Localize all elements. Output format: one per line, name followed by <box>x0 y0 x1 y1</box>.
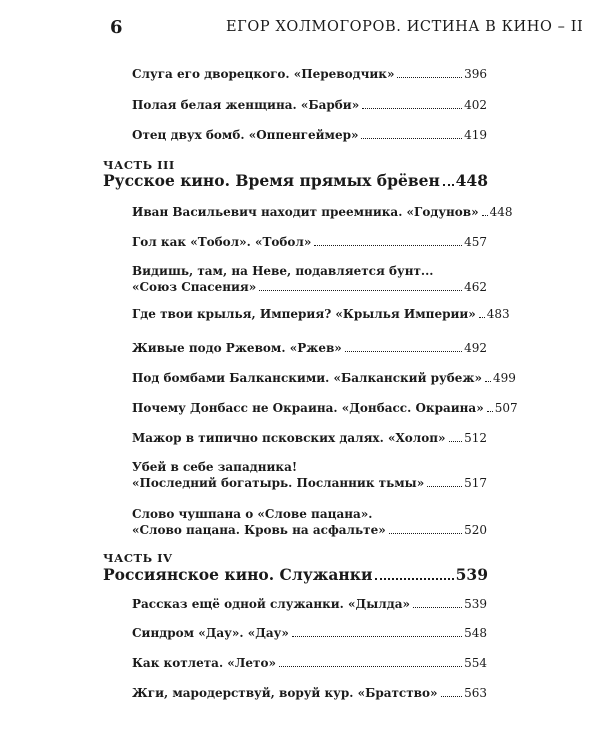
page-header <box>0 17 600 41</box>
part-label: ЧАСТЬ III <box>103 158 175 172</box>
entry-title: Где твои крылья, Империя? «Крылья Империи» <box>132 307 476 321</box>
part-page: 539 <box>455 565 488 584</box>
toc-entry <box>132 205 513 219</box>
toc-entry <box>132 98 487 112</box>
entry-page: 512 <box>464 431 487 445</box>
entry-page: 448 <box>489 205 513 219</box>
entry-title: Живые подо Ржевом. «Ржев» <box>132 341 342 355</box>
entry-title: Полая белая женщина. «Барби» <box>132 98 360 112</box>
dot-leader <box>482 215 488 216</box>
toc-entry <box>132 401 518 415</box>
dot-leader <box>361 138 462 139</box>
entry-page: 462 <box>464 280 487 294</box>
toc-entry <box>132 656 487 670</box>
entry-title: «Слово пацана. Кровь на асфальте» <box>132 523 386 537</box>
entry-title: Под бомбами Балканскими. «Балканский рубеж» <box>132 371 482 385</box>
part-page: 448 <box>455 171 488 190</box>
entry-title: Отец двух бомб. «Оппенгеймер» <box>132 128 359 142</box>
dot-leader <box>487 411 493 412</box>
entry-title-line1: Убей в себе западника! <box>132 460 298 474</box>
part-label: ЧАСТЬ IV <box>103 551 173 565</box>
toc-entry <box>132 235 487 249</box>
entry-page: 507 <box>494 401 518 415</box>
entry-title: Иван Васильевич находит преемника. «Годунов» <box>132 205 479 219</box>
entry-title: Гол как «Тобол». «Тобол» <box>132 235 312 249</box>
toc-entry <box>132 67 487 81</box>
toc-entry <box>132 626 487 640</box>
entry-page: 396 <box>464 67 487 81</box>
dot-leader <box>443 184 454 186</box>
entry-title: Рассказ ещё одной служанки. «Дылда» <box>132 597 410 611</box>
dot-leader <box>259 290 462 291</box>
toc-entry <box>132 307 510 321</box>
toc-entry <box>132 597 487 611</box>
entry-title: «Союз Спасения» <box>132 280 257 294</box>
dot-leader <box>441 696 463 697</box>
entry-page: 492 <box>464 341 487 355</box>
entry-page: 457 <box>464 235 487 249</box>
dot-leader <box>362 108 462 109</box>
entry-title: Мажор в типично псковских далях. «Холоп» <box>132 431 446 445</box>
entry-page: 517 <box>464 476 487 490</box>
dot-leader <box>292 636 462 637</box>
entry-title: Жги, мародерствуй, воруй кур. «Братство» <box>132 686 438 700</box>
dot-leader <box>427 486 462 487</box>
entry-title-line1: Видишь, там, на Неве, подавляется бунт... <box>132 264 434 278</box>
dot-leader <box>345 351 462 352</box>
toc-entry <box>132 460 487 490</box>
entry-page: 548 <box>464 626 487 640</box>
entry-page: 402 <box>464 98 487 112</box>
entry-title: «Последний богатырь. Посланник тьмы» <box>132 476 425 490</box>
dot-leader <box>389 533 462 534</box>
dot-leader <box>413 607 462 608</box>
dot-leader <box>397 77 462 78</box>
dot-leader <box>449 441 463 442</box>
entry-title: Как котлета. «Лето» <box>132 656 276 670</box>
entry-page: 554 <box>464 656 487 670</box>
toc-entry <box>132 431 487 445</box>
part-title-row <box>103 171 488 190</box>
entry-page: 563 <box>464 686 487 700</box>
entry-title: Почему Донбасс не Окраина. «Донбасс. Окраина» <box>132 401 484 415</box>
page-number: 6 <box>110 17 123 38</box>
dot-leader <box>479 317 485 318</box>
dot-leader <box>279 666 462 667</box>
toc-entry <box>132 371 516 385</box>
dot-leader <box>375 578 453 580</box>
part-title-row <box>103 565 488 584</box>
dot-leader <box>485 381 491 382</box>
part-title: Россиянское кино. Служанки <box>103 565 373 584</box>
toc-entry <box>132 264 487 294</box>
entry-title: Слуга его дворецкого. «Переводчик» <box>132 67 395 81</box>
entry-page: 539 <box>464 597 487 611</box>
entry-page: 499 <box>493 371 516 385</box>
dot-leader <box>314 245 462 246</box>
toc-entry <box>132 686 487 700</box>
entry-page: 419 <box>464 128 487 142</box>
toc-entry <box>132 128 487 142</box>
running-title: ЕГОР ХОЛМОГОРОВ. ИСТИНА В КИНО – II <box>226 19 584 35</box>
entry-title: Синдром «Дау». «Дау» <box>132 626 289 640</box>
entry-page: 520 <box>464 523 487 537</box>
toc-entry <box>132 341 487 355</box>
toc-entry <box>132 507 487 537</box>
entry-title-line1: Слово чушпана о «Слове пацана». <box>132 507 373 521</box>
part-title: Русское кино. Время прямых брёвен <box>103 171 440 190</box>
entry-page: 483 <box>486 307 510 321</box>
